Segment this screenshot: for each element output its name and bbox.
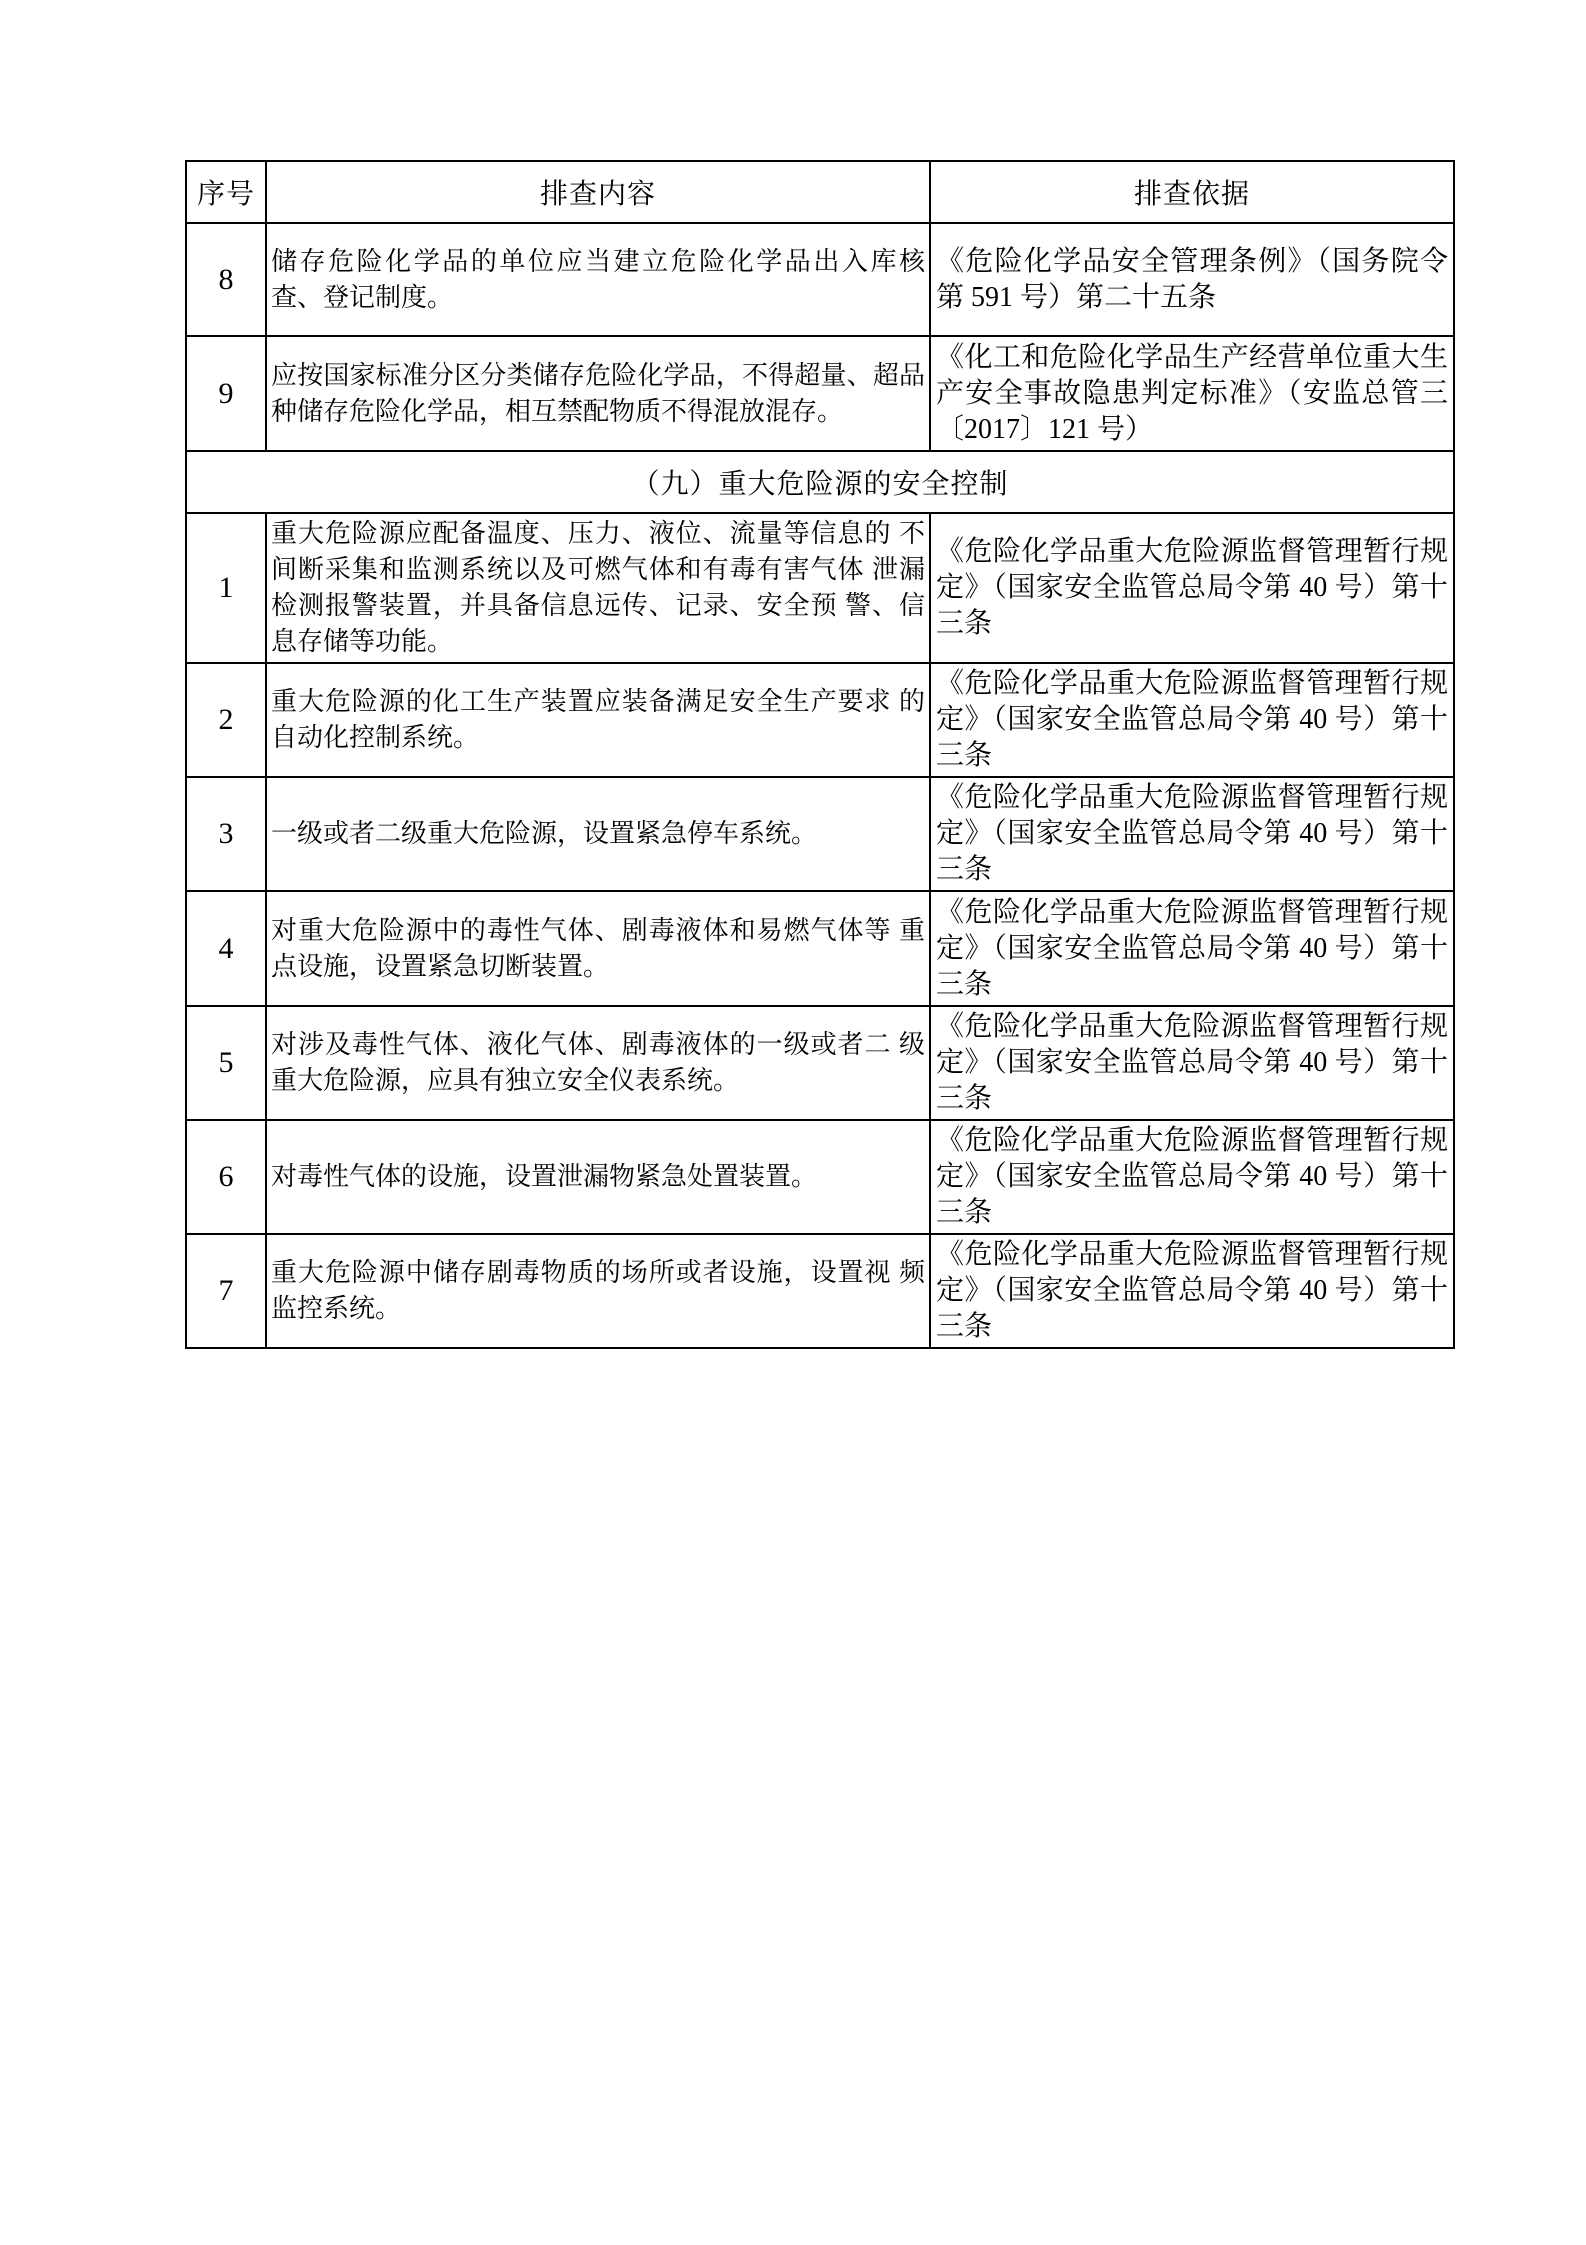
row-number: 7	[186, 1234, 266, 1348]
row-content: 对涉及毒性气体、液化气体、剧毒液体的一级或者二 级重大危险源，应具有独立安全仪表系统。	[266, 1006, 930, 1120]
section-title-row	[186, 451, 1454, 513]
row-content: 应按国家标准分区分类储存危险化学品，不得超量、超品种储存危险化学品，相互禁配物质不得混放混存。	[266, 336, 930, 451]
row-basis: 《危险化学品重大危险源监督管理暂行规定》（国家安全监管总局令第 40 号）第十三条	[930, 777, 1454, 891]
row-number: 3	[186, 777, 266, 891]
row-basis: 《危险化学品重大危险源监督管理暂行规定》（国家安全监管总局令第 40 号）第十三条	[930, 663, 1454, 777]
table-row	[186, 1006, 1454, 1120]
row-content: 对重大危险源中的毒性气体、剧毒液体和易燃气体等 重点设施，设置紧急切断装置。	[266, 891, 930, 1006]
inspection-checklist-table	[185, 160, 1455, 1349]
row-content: 对毒性气体的设施，设置泄漏物紧急处置装置。	[266, 1120, 930, 1234]
table-row	[186, 336, 1454, 451]
table-row	[186, 1234, 1454, 1348]
header-cell-no: 序号	[186, 161, 266, 223]
row-number: 8	[186, 223, 266, 336]
row-content: 重大危险源应配备温度、压力、液位、流量等信息的 不间断采集和监测系统以及可燃气体和有毒有害气体 泄漏检测报警装置，并具备信息远传、记录、安全预 警、信息存储等功能。	[266, 513, 930, 663]
table-row	[186, 513, 1454, 663]
row-basis: 《化工和危险化学品生产经营单位重大生产安全事故隐患判定标准》（安监总管三〔2017〕121 号）	[930, 336, 1454, 451]
row-basis: 《危险化学品重大危险源监督管理暂行规定》（国家安全监管总局令第 40 号）第十三条	[930, 891, 1454, 1006]
row-number: 5	[186, 1006, 266, 1120]
row-basis: 《危险化学品重大危险源监督管理暂行规定》（国家安全监管总局令第 40 号）第十三条	[930, 1120, 1454, 1234]
row-number: 1	[186, 513, 266, 663]
table-row	[186, 663, 1454, 777]
row-content: 重大危险源中储存剧毒物质的场所或者设施，设置视 频监控系统。	[266, 1234, 930, 1348]
row-basis: 《危险化学品重大危险源监督管理暂行规定》（国家安全监管总局令第 40 号）第十三条	[930, 513, 1454, 663]
row-content: 储存危险化学品的单位应当建立危险化学品出入库核 查、登记制度。	[266, 223, 930, 336]
table-row	[186, 223, 1454, 336]
row-number: 6	[186, 1120, 266, 1234]
row-number: 2	[186, 663, 266, 777]
table-row	[186, 891, 1454, 1006]
header-cell-content: 排查内容	[266, 161, 930, 223]
table-row	[186, 1120, 1454, 1234]
row-number: 9	[186, 336, 266, 451]
section-title: （九）重大危险源的安全控制	[186, 451, 1454, 513]
row-basis: 《危险化学品重大危险源监督管理暂行规定》（国家安全监管总局令第 40 号）第十三条	[930, 1006, 1454, 1120]
row-basis: 《危险化学品安全管理条例》（国务院令 第 591 号）第二十五条	[930, 223, 1454, 336]
row-number: 4	[186, 891, 266, 1006]
table-header-row	[186, 161, 1454, 223]
header-cell-basis: 排查依据	[930, 161, 1454, 223]
table-row	[186, 777, 1454, 891]
row-content: 一级或者二级重大危险源，设置紧急停车系统。	[266, 777, 930, 891]
row-basis: 《危险化学品重大危险源监督管理暂行规定》（国家安全监管总局令第 40 号）第十三条	[930, 1234, 1454, 1348]
row-content: 重大危险源的化工生产装置应装备满足安全生产要求 的自动化控制系统。	[266, 663, 930, 777]
